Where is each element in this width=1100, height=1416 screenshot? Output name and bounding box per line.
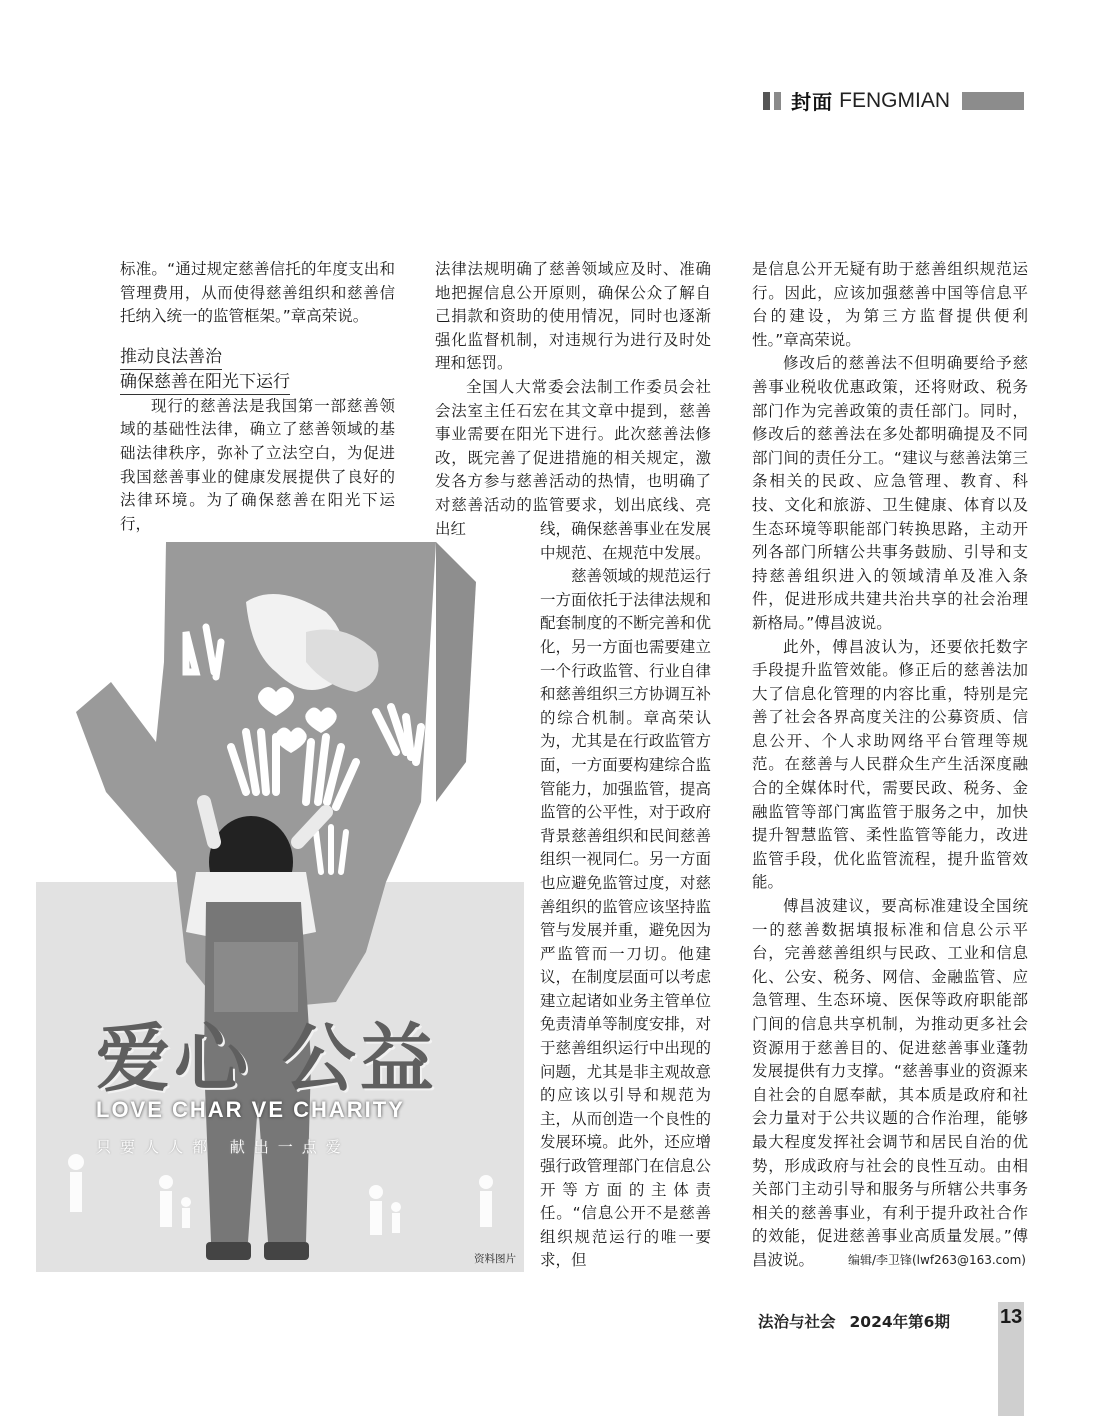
heading-line-1: 推动良法善治: [120, 345, 222, 370]
section-header: [763, 86, 1024, 115]
poster-title: 爱心 公益: [96, 1016, 438, 1102]
paragraph: 修改后的慈善法不但明确要给予慈善事业税收优惠政策，还将财政、税务部门作为完善政策的责任部门。同时，修改后的慈善法在多处都明确提及不同部门间的责任分工。“建议与慈善法第三条相关的民政、应急管理、教育、科技、文化和旅游、卫生健康、体育以及生态环境等职能部门转换思路，主动开列各部门所辖公共事务鼓励、引导和支持慈善组织进入的领域清单及准入条件，促进形成共建共治共享的社会治理新格局。”傅昌波说。: [752, 354, 1028, 632]
header-block-decoration: [962, 92, 1024, 110]
article-column-3: [752, 258, 1028, 1273]
paragraph: 现行的慈善法是我国第一部慈善领域的基础性法律，确立了慈善领域的基础法律秩序，弥补了立法空白，为促进我国慈善事业的健康发展提供了良好的法律环境。为了确保慈善在阳光下运行，: [120, 396, 395, 533]
article-column-1: [120, 258, 395, 536]
magazine-name: 法治与社会: [758, 1313, 836, 1331]
paragraph: 标准。“通过规定慈善信托的年度支出和管理费用，从而使得慈善组织和慈善信托纳入统一的监管框架。”章高荣说。: [120, 260, 395, 326]
section-title: 封面: [791, 90, 834, 114]
poster-slogan: 只要人人都 献出一点爱: [96, 1138, 350, 1156]
paragraph: 全国人大常委会法制工作委员会社会法室主任石宏在其文章中提到，慈善事业需要在阳光下进行。此次慈善法修改，既完善了促进措施的相关规定，激发各方参与慈善活动的热情，也明确了对慈善活动的监管要求，划出底线、亮出红: [435, 377, 711, 538]
section-title-en: FENGMIAN: [839, 88, 950, 112]
paragraph: 是信息公开无疑有助于慈善组织规范运行。因此，应该加强慈善中国等信息平台的建设，为第三方监督提供便利性。”章高荣说。: [752, 260, 1028, 349]
paragraph-continuation: 线，确保慈善事业在发展中规范、在规范中发展。: [540, 520, 711, 562]
editor-credit: 编辑/李卫锋(lwf263@163.com): [847, 1253, 1026, 1267]
article-column-2: [435, 258, 711, 541]
paragraph: 傅昌波建议，要高标准建设全国统一的慈善数据填报标准和信息公示平台，完善慈善组织与民政、工业和信息化、公安、税务、网信、金融监管、应急管理、生态环境、医保等政府职能部门间的信息共享机制，为推动更多社会资源用于慈善目的、促进慈善事业蓬勃发展提供有力支撑。“慈善事业的资源来自社会的自愿奉献，其本质是政府和社会力量对于公共议题的合作治理，能够最大程度发挥社会调节和居民自治的优势，形成政府与社会的良性互动。由相关部门主动引导和服务与所辖公共事务相关的慈善事业，有利于提升政社合作的效能，促进慈善事业高质量发展。”傅昌波说。: [752, 897, 1028, 1269]
section-heading: [120, 345, 395, 395]
issue-number: 2024年第6期: [849, 1313, 950, 1331]
article-column-2-wrapped: [540, 518, 711, 1273]
poster-illustration: [36, 542, 524, 1272]
header-bars-icon: [763, 92, 781, 110]
paragraph: 法律法规明确了慈善领域应及时、准确地把握信息公开原则，确保公众了解自己捐款和资助的使用情况，同时也逐渐强化监督机制，对违规行为进行及时处理和惩罚。: [435, 260, 711, 373]
paragraph: 此外，傅昌波认为，还要依托数字手段提升监管效能。修正后的慈善法加大了信息化管理的内容比重，特别是完善了社会各界高度关注的公募资质、信息公开、个人求助网络平台管理等规范。在慈善与人民群众生产生活深度融合的全媒体时代，需要民政、税务、金融监管等部门寓监管于服务之中，加快提升智慧监管、柔性监管等能力，改进监管手段，优化监管流程，提升监管效能。: [752, 637, 1028, 892]
poster-title-en: LOVE CHAR VE CHARITY: [96, 1097, 405, 1122]
paragraph: 慈善领域的规范运行一方面依托于法律法规和配套制度的不断完善和优化，另一方面也需要建立一个行政监管、行业自律和慈善组织三方协调互补的综合机制。章高荣认为，尤其是在行政监管方面，一方面要构建综合监管能力，加强监管，提高监管的公平性，对于政府背景慈善组织和民间慈善组织一视同仁。另一方面也应避免监管过度，对慈善组织的监管应该坚持监管与发展并重，避免因为严监管而一刀切。他建议，在制度层面可以考虑建立起诸如业务主管单位免责清单等制度安排，对于慈善组织运行中出现的问题，尤其是非主观故意的应该以引导和规范为主，从而创造一个良性的发展环境。此外，还应增强行政管理部门在信息公开等方面的主体责任。“信息公开不是慈善组织规范运行的唯一要求，但: [540, 567, 711, 1270]
page-number: 13: [1000, 1306, 1023, 1328]
page-footer: [758, 1310, 950, 1332]
image-credit: 资料图片: [474, 1253, 516, 1265]
charity-poster-image: [36, 542, 524, 1272]
heading-line-2: 确保慈善在阳光下运行: [120, 370, 290, 395]
